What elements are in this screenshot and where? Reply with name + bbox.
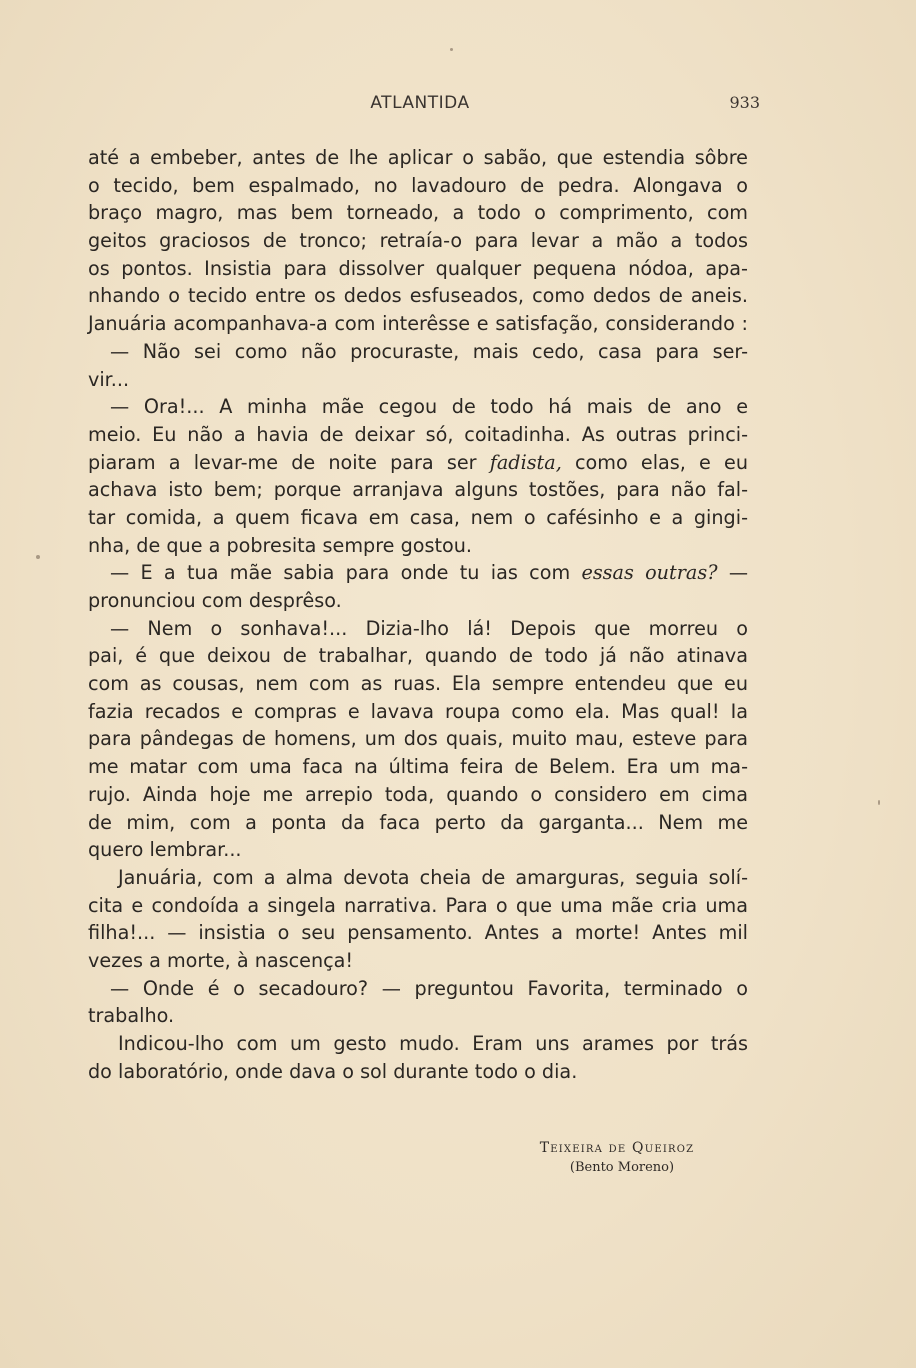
text-line: — Nem o sonhava!... Dizia-lho lá! Depois que morreu o bbox=[110, 616, 748, 640]
text-line-mixed bbox=[88, 559, 748, 587]
text-line: pai, é que deixou de trabalhar, quando de todo já não atinava bbox=[88, 644, 748, 668]
text-line: vir... bbox=[88, 367, 130, 391]
text-line: meio. Eu não a havia de deixar só, coitadinha. As outras princi- bbox=[88, 422, 748, 446]
text-line: cita e condoída a singela narrativa. Para o que uma mãe cria uma bbox=[88, 893, 748, 917]
text-line: quero lembrar... bbox=[88, 838, 242, 862]
text-line-mixed bbox=[88, 449, 748, 477]
paper-speck bbox=[450, 48, 453, 51]
text-line: fazia recados e compras e lavava roupa como ela. Mas qual! Ia bbox=[88, 699, 748, 723]
text-line: braço magro, mas bem torneado, a todo o comprimento, com bbox=[88, 201, 748, 225]
italic-phrase: essas outras? bbox=[581, 561, 718, 585]
running-title: ATLANTIDA bbox=[370, 93, 470, 113]
text-line: do laboratório, onde dava o sol durante todo o dia. bbox=[88, 1059, 578, 1083]
text-line: me matar com uma faca na última feira de Belem. Era um ma- bbox=[88, 755, 748, 779]
text-line: o tecido, bem espalmado, no lavadouro de pedra. Alongava o bbox=[88, 173, 748, 197]
text-line: Indicou-lho com um gesto mudo. Eram uns arames por trás bbox=[118, 1032, 748, 1055]
text-line: vezes a morte, à nascença! bbox=[88, 948, 354, 972]
text-line: com as cousas, nem com as ruas. Ela sempre entendeu que eu bbox=[88, 672, 748, 696]
italic-word: fadista, bbox=[489, 450, 562, 474]
text-line: até a embeber, antes de lhe aplicar o sabão, que estendia sôbre bbox=[88, 146, 748, 169]
text-segment: — bbox=[728, 561, 748, 585]
author-pseudonym: (Bento Moreno) bbox=[569, 1160, 675, 1175]
text-line: — Onde é o secadouro? — preguntou Favorita, terminado o bbox=[110, 976, 748, 1000]
text-line: nha, de que a pobresita sempre gostou. bbox=[88, 533, 473, 557]
body-text bbox=[88, 144, 748, 1085]
text-line: — Ora!... A minha mãe cegou de todo há mais de ano e bbox=[110, 395, 748, 419]
text-line: filha!... — insistia o seu pensamento. Antes a morte! Antes mil bbox=[88, 921, 748, 945]
author-name: Teixeira de Queiroz bbox=[539, 1140, 695, 1156]
text-line: Januária acompanhava-a com interêsse e satisfação, considerando : bbox=[88, 312, 748, 336]
page-header bbox=[88, 93, 760, 117]
author-signature bbox=[512, 1140, 722, 1175]
text-line: rujo. Ainda hoje me arrepio toda, quando o considero em cima bbox=[88, 782, 748, 806]
text-segment: — E a tua mãe sabia para onde tu ias com bbox=[110, 561, 571, 585]
text-line: de mim, com a ponta da faca perto da garganta... Nem me bbox=[88, 810, 748, 834]
page-number: 933 bbox=[729, 93, 760, 112]
text-line: tar comida, a quem ficava em casa, nem o cafésinho e a gingi- bbox=[88, 505, 748, 529]
text-segment: piaram a levar-me de noite para ser bbox=[88, 450, 477, 474]
paper-speck bbox=[878, 800, 880, 805]
text-line: Januária, com a alma devota cheia de amarguras, seguia solí- bbox=[118, 865, 748, 889]
text-line: os pontos. Insistia para dissolver qualquer pequena nódoa, apa- bbox=[88, 256, 748, 280]
text-line: para pândegas de homens, um dos quais, muito mau, esteve para bbox=[88, 727, 748, 751]
text-line: — Não sei como não procuraste, mais cedo, casa para ser- bbox=[110, 339, 748, 363]
text-line: geitos graciosos de tronco; retraía-o para levar a mão a todos bbox=[88, 229, 748, 253]
text-line: nhando o tecido entre os dedos esfuseados, como dedos de aneis. bbox=[88, 284, 748, 308]
text-segment: como elas, e eu bbox=[575, 450, 749, 474]
text-line: trabalho. bbox=[88, 1004, 175, 1028]
text-line: achava isto bem; porque arranjava alguns tostões, para não fal- bbox=[88, 478, 748, 502]
text-line: pronunciou com desprêso. bbox=[88, 589, 342, 612]
paper-speck bbox=[36, 555, 40, 559]
